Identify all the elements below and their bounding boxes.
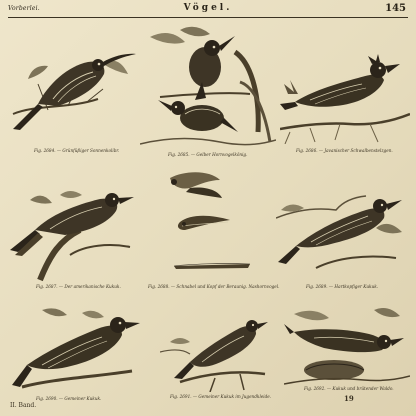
figure-hornbill-beaks-illustration — [160, 168, 260, 280]
figure-juvenile-cuckoo-illustration — [160, 312, 270, 392]
figure-hornbill-pair-illustration — [140, 22, 276, 150]
figure-caption: Fig. 2685. — Gelber Hornvogelkönig. — [168, 152, 248, 157]
page-title: Vögel. — [183, 3, 233, 13]
figure-caption: Fig. 2688. — Schnabel und Kopf der Beraunig. Nashornvogel. — [148, 284, 280, 289]
figure-cuckoo-with-nest-illustration — [284, 304, 410, 388]
sheet-signature: 19 — [344, 394, 354, 403]
figure-caption: Fig. 2689. — Hartkopfiger Kukuk. — [306, 284, 379, 289]
figure-caption: Fig. 2690. — Gemeiner Kukuk. — [36, 396, 102, 401]
volume-label: II. Band. — [10, 402, 37, 409]
figure-common-cuckoo-illustration — [12, 305, 142, 397]
figure-sunbird-illustration — [8, 44, 138, 144]
figure-caption: Fig. 2684. — Grünfüßiger Sonnenkolibr. — [34, 148, 120, 153]
figure-caption: Fig. 2692. — Kukuk und brütender Waldo. — [304, 386, 394, 391]
header-rule — [8, 17, 408, 18]
header-section-label: Vorberlei. — [8, 5, 40, 12]
figure-cuckoo-illustration — [276, 188, 410, 280]
figure-american-cuckoo-illustration — [10, 185, 140, 285]
figure-caption: Fig. 2691. — Gemeiner Kukuk im Jugendkleide. — [170, 394, 272, 399]
figure-caption: Fig. 2687. — Der amerikanische Kukuk. — [36, 284, 121, 289]
figure-caption: Fig. 2686. — Javanischer Schwalbenstelzgen. — [296, 148, 393, 153]
page-number: 145 — [385, 3, 406, 14]
figure-javanese-bird-illustration — [280, 54, 410, 144]
